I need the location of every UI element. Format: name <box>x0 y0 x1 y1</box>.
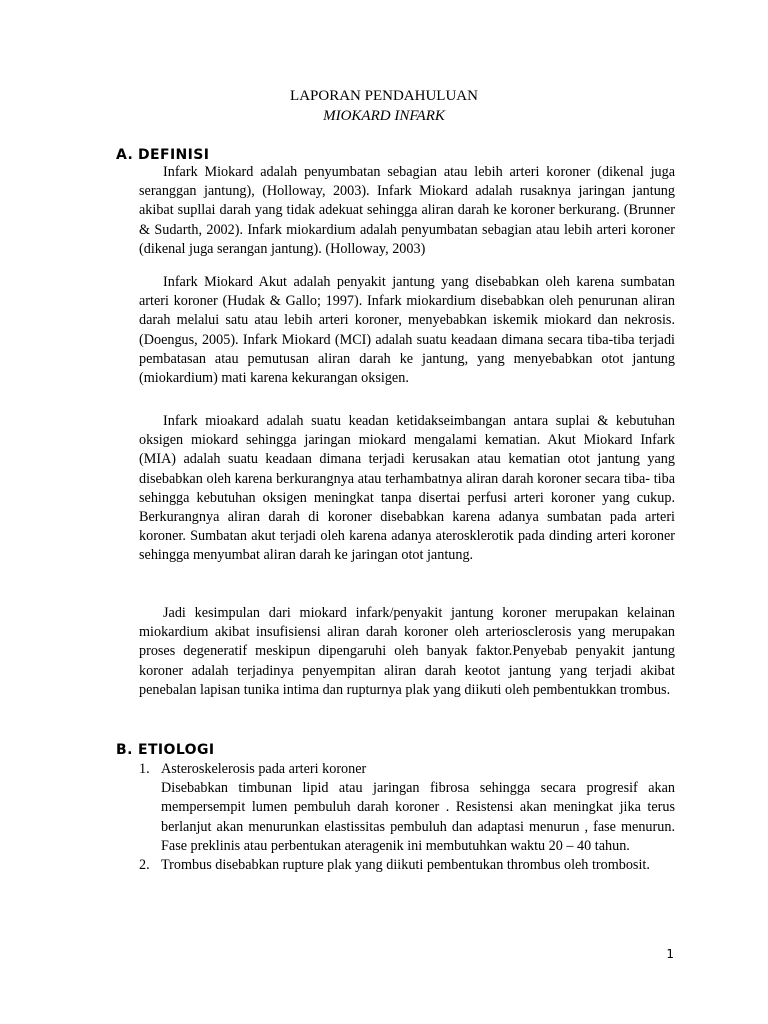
section-letter: A. <box>116 147 134 163</box>
paragraph: Infark mioakard adalah suatu keadan ketidakseimbangan antara suplai & kebutuhan oksigen miokard sehingga jaringan miokard mengalami kematian. Akut Miokard Infark (MIA) adalah suatu keadaan dimana terjadi kerusakan atau kematian otot jantung yang disebabkan oleh karena berkurangnya atau terhambatnya aliran darah koroner secara tiba- tiba sehingga kebutuhan oksigen meningkat tanpa disertai perfusi arteri koroner yang cukup. Berkurangnya aliran darah di koroner disebabkan karena adanya sumbatan pada arteri koroner. Sumbatan akut terjadi oleh karena adanya aterosklerotik pada dinding arteri koroner sehingga menyumbat aliran darah ke jaringan otot jantung. <box>139 413 675 564</box>
etiology-list <box>139 760 675 875</box>
section-title: ETIOLOGI <box>138 742 215 758</box>
document-title: LAPORAN PENDAHULUAN <box>290 88 478 104</box>
list-item-detail: Disebabkan timbunan lipid atau jaringan fibrosa sehingga secara progresif akan mempersempit lumen pembuluh darah koroner . Resistensi akan meningkat jika terus berlanjut akan menurunkan elastissitas pembuluh dan adaptasi menurun , fase menurun. Fase preklinis atau perbentukan ateragenik ini membutuhkan waktu 20 – 40 tahun. <box>161 780 675 854</box>
section-heading-etiologi <box>116 741 214 759</box>
paragraph: Jadi kesimpulan dari miokard infark/penyakit jantung koroner merupakan kelainan miokardium akibat insufisiensi aliran darah koroner oleh arteriosclerosis yang merupakan proses degeneratif meskipun dipengaruhi oleh banyak faktor.Penyebab penyakit jantung koroner adalah terjadinya penyempitan aliran darah keotot jantung yang terjadi akibat penebalan lapisan tunika intima dan rupturnya plak yang diikuti oleh pembentukkan trombus. <box>139 605 675 698</box>
section-heading-definisi <box>116 146 209 164</box>
list-item-number: 1. <box>139 761 150 777</box>
list-item <box>139 760 675 856</box>
document-subtitle: MIOKARD INFARK <box>323 108 445 124</box>
list-item-number: 2. <box>139 857 150 874</box>
list-item-title: Asteroskelerosis pada arteri koroner <box>161 761 367 777</box>
list-item <box>139 856 675 875</box>
section-letter: B. <box>116 742 133 758</box>
paragraph: Infark Miokard adalah penyumbatan sebagian atau lebih arteri koroner (dikenal juga seranggan jantung), (Holloway, 2003). Infark Miokard adalah rusaknya jaringan jantung akibat supllai darah yang tidak adekuat sehingga aliran darah ke koroner berkurang. (Brunner & Sudarth, 2002). Infark miokardium adalah penyumbatan sebagian atau lebih arteri koroner (dikenal juga serangan jantung). (Holloway, 2003) <box>139 164 675 257</box>
page-number: 1 <box>666 947 674 961</box>
paragraph: Infark Miokard Akut adalah penyakit jantung yang disebabkan oleh karena sumbatan arteri koroner (Hudak & Gallo; 1997). Infark miokardium disebabkan oleh penurunan aliran darah melalui satu atau lebih arteri koroner, menyebabkan iskemik miokard dan nekrosis. (Doengus, 2005). Infark Miokard (MCI) adalah suatu keadaan dimana secara tiba-tiba terjadi pembatasan atau pemutusan aliran darah ke jantung, yang menyebabkan otot jantung (miokardium) mati karena kekurangan oksigen. <box>139 274 675 387</box>
section-title: DEFINISI <box>138 147 210 163</box>
list-item-title: Trombus disebabkan rupture plak yang diikuti pembentukan thrombus oleh trombosit. <box>161 857 650 874</box>
